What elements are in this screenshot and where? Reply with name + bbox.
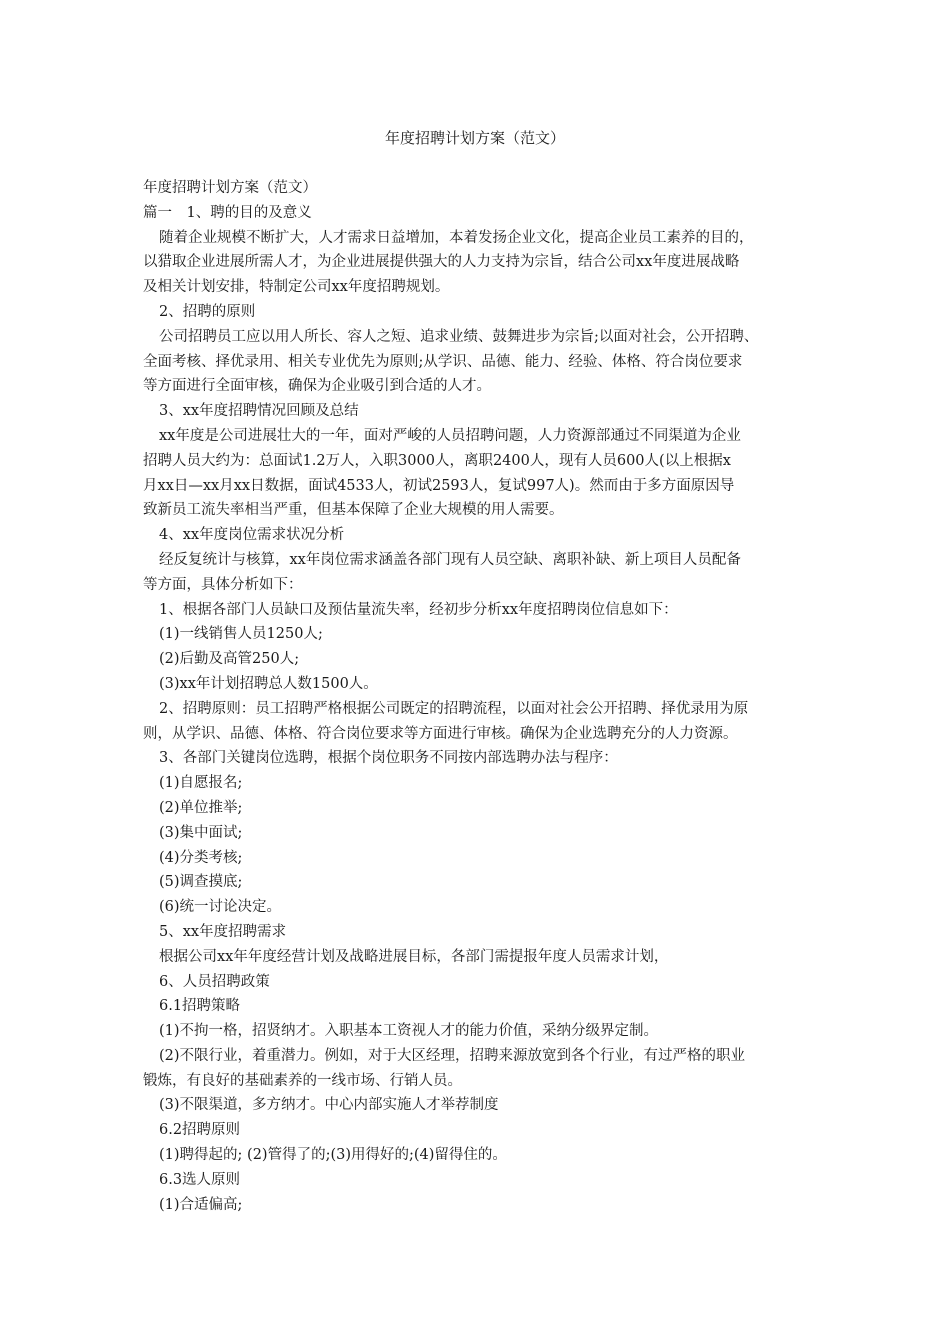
- paragraph-line: (2)不限行业，着重潜力。例如，对于大区经理，招聘来源放宽到各个行业，有过严格的职业: [159, 1047, 746, 1064]
- paragraph-line: 6.1招聘策略: [159, 998, 241, 1015]
- paragraph-line: 2、招聘原则：员工招聘严格根据公司既定的招聘流程，以面对社会公开招聘、择优录用为原: [159, 700, 749, 717]
- paragraph-line: 全面考核、择优录用、相关专业优先为原则;从学识、品德、能力、经验、体格、符合岗位要求: [143, 353, 743, 370]
- paragraph-line: (1)一线销售人员1250人;: [159, 626, 323, 643]
- paragraph-line: 根据公司xx年年度经营计划及战略进展目标，各部门需提报年度人员需求计划，: [159, 948, 669, 965]
- paragraph-line: 则，从学识、品德、体格、符合岗位要求等方面进行审核。确保为企业选聘充分的人力资源。: [143, 725, 738, 742]
- paragraph-line: 5、xx年度招聘需求: [159, 923, 287, 940]
- paragraph-line: (5)调查摸底;: [159, 874, 243, 891]
- paragraph-line: 年度招聘计划方案（范文）: [143, 180, 317, 196]
- paragraph-line: (1)不拘一格，招贤纳才。入职基本工资视人才的能力价值，采纳分级界定制。: [159, 1023, 659, 1040]
- paragraph-line: 篇一 1、聘的目的及意义: [143, 204, 312, 221]
- paragraph-line: (1)自愿报名;: [159, 775, 243, 792]
- paragraph-line: 公司招聘员工应以用人所长、容人之短、追求业绩、鼓舞进步为宗旨;以面对社会，公开招聘、: [159, 328, 759, 345]
- paragraph-line: 锻炼，有良好的基础素养的一线市场、行销人员。: [143, 1072, 462, 1089]
- paragraph-line: 月xx日—xx月xx日数据，面试4533人，初试2593人，复试997人)。然而由于多方面原因导: [143, 477, 735, 494]
- paragraph-line: (6)统一讨论决定。: [159, 899, 282, 916]
- paragraph-line: (2)后勤及高管250人;: [159, 651, 300, 668]
- paragraph-line: (1)聘得起的; (2)管得了的;(3)用得好的;(4)留得住的。: [159, 1147, 507, 1164]
- paragraph-line: (1)合适偏高;: [159, 1196, 243, 1213]
- paragraph-line: 致新员工流失率相当严重，但基本保障了企业大规模的用人需要。: [143, 502, 564, 519]
- paragraph-line: (3)集中面试;: [159, 824, 243, 841]
- paragraph-line: 等方面进行全面审核，确保为企业吸引到合适的人才。: [143, 378, 491, 395]
- paragraph-line: 及相关计划安排，特制定公司xx年度招聘规划。: [143, 279, 450, 296]
- paragraph-line: 6.2招聘原则: [159, 1122, 241, 1139]
- paragraph-line: 随着企业规模不断扩大，人才需求日益增加，本着发扬企业文化，提高企业员工素养的目的，: [159, 229, 754, 246]
- paragraph-line: 6、人员招聘政策: [159, 973, 270, 990]
- paragraph-line: 4、xx年度岗位需求状况分析: [159, 527, 345, 544]
- paragraph-line: 2、招聘的原则: [159, 303, 256, 320]
- document-body: [143, 176, 815, 1217]
- paragraph-line: (4)分类考核;: [159, 849, 243, 866]
- paragraph-line: 6.3选人原则: [159, 1171, 241, 1188]
- paragraph-line: 3、各部门关键岗位选聘，根据个岗位职务不同按内部选聘办法与程序：: [159, 750, 618, 767]
- paragraph-line: (3)不限渠道，多方纳才。中心内部实施人才举荐制度: [159, 1097, 499, 1114]
- document-title: 年度招聘计划方案（范文）: [384, 129, 565, 147]
- paragraph-line: 以猎取企业进展所需人才，为企业进展提供强大的人力支持为宗旨，结合公司xx年度进展战略: [143, 254, 740, 271]
- paragraph-line: (3)xx年计划招聘总人数1500人。: [159, 675, 378, 692]
- paragraph-line: xx年度是公司进展壮大的一年，面对严峻的人员招聘问题，人力资源部通过不同渠道为企业: [159, 427, 741, 444]
- paragraph-line: 1、根据各部门人员缺口及预估量流失率，经初步分析xx年度招聘岗位信息如下：: [159, 601, 678, 618]
- paragraph-line: (2)单位推举;: [159, 799, 243, 816]
- paragraph-line: 经反复统计与核算，xx年岗位需求涵盖各部门现有人员空缺、离职补缺、新上项目人员配备: [159, 551, 741, 568]
- paragraph-line: 招聘人员大约为：总面试1.2万人，入职3000人，离职2400人，现有人员600人(以上根据x: [143, 452, 731, 469]
- paragraph-line: 等方面，具体分析如下：: [143, 576, 303, 593]
- paragraph-line: 3、xx年度招聘情况回顾及总结: [159, 403, 359, 420]
